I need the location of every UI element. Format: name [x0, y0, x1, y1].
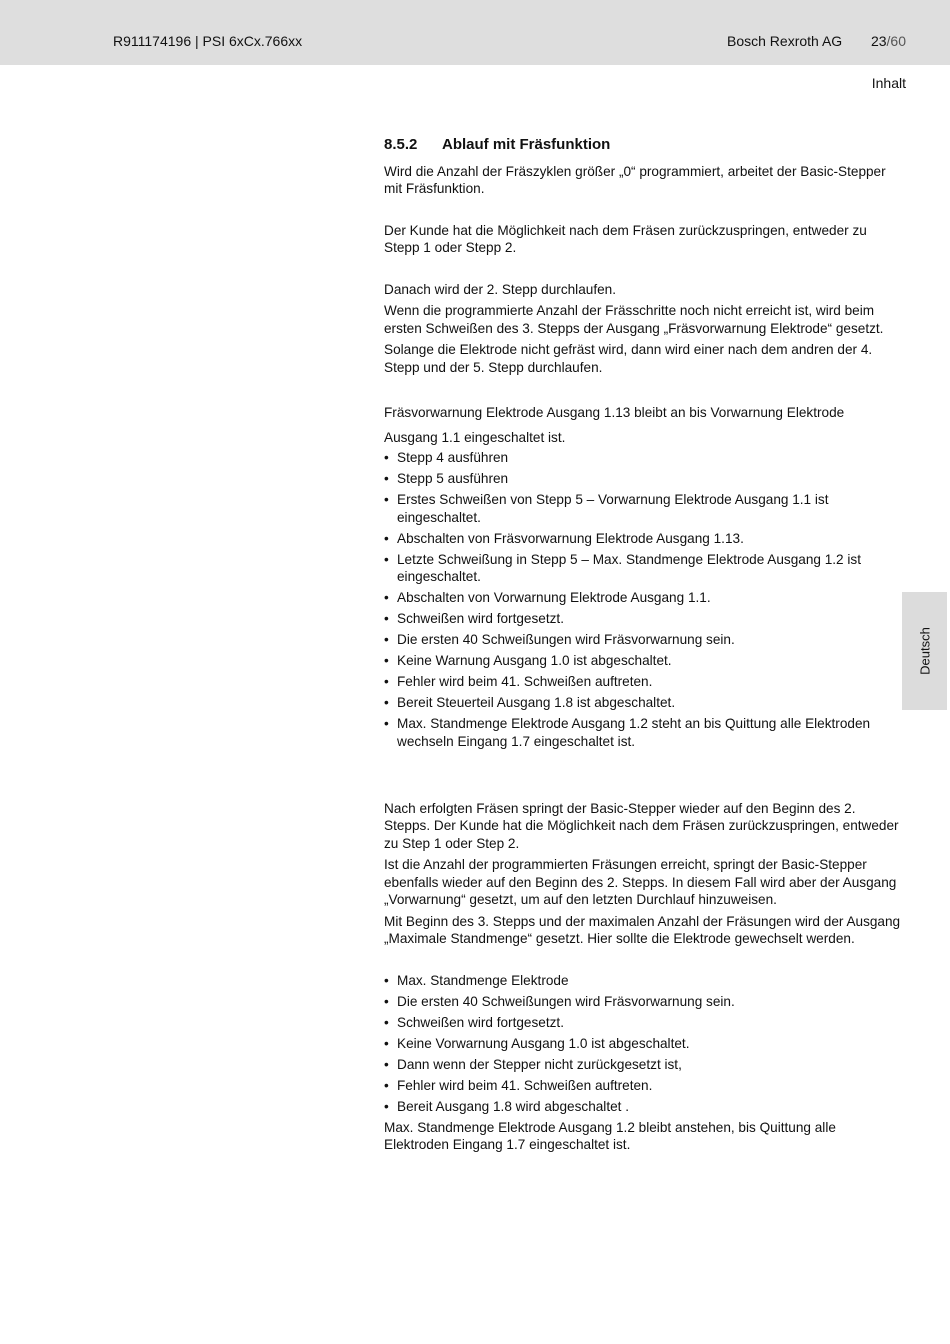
document-reference: R911174196 | PSI 6xCx.766xx: [113, 33, 303, 49]
list-item: • Die ersten 40 Schweißungen wird Fräsvorwarnung sein.: [384, 993, 904, 1011]
page-total: /60: [886, 33, 906, 49]
list-item: • Die ersten 40 Schweißungen wird Fräsvorwarnung sein.: [384, 631, 904, 649]
list-item: • Stepp 5 ausführen: [384, 470, 904, 488]
bullet-list-1: [384, 449, 904, 750]
paragraph: Wird die Anzahl der Fräszyklen größer „0“ programmiert, arbeitet der Basic-Stepper mit Fräsfunktion.: [384, 163, 886, 196]
list-item: • Max. Standmenge Elektrode: [384, 972, 904, 990]
list-item: • Bereit Ausgang 1.8 wird abgeschaltet .: [384, 1098, 904, 1116]
list-item: • Erstes Schweißen von Stepp 5 – Vorwarnung Elektrode Ausgang 1.1 ist eingeschaltet.: [384, 491, 904, 526]
paragraph: Der Kunde hat die Möglichkeit nach dem Fräsen zurückzuspringen, entweder zu Stepp 1 oder Stepp 2.: [384, 222, 867, 255]
paragraph: Ausgang 1.1 eingeschaltet ist.: [384, 429, 566, 445]
list-item: • Abschalten von Fräsvorwarnung Elektrode Ausgang 1.13.: [384, 530, 904, 548]
page-header: [0, 0, 950, 65]
list-item: • Fehler wird beim 41. Schweißen auftreten.: [384, 1077, 904, 1095]
bullet-list-2: [384, 972, 904, 1116]
company-name: Bosch Rexroth AG: [727, 33, 843, 49]
list-item: • Dann wenn der Stepper nicht zurückgesetzt ist,: [384, 1056, 904, 1074]
paragraph: Fräsvorwarnung Elektrode Ausgang 1.13 bleibt an bis Vorwarnung Elektrode: [384, 405, 845, 420]
paragraph: Wenn die programmierte Anzahl der Frässchritte noch nicht erreicht ist, wird beim ersten Schweißen des 3. Stepps der Ausgang „Fräsvorwarnung Elektrode“ gesetzt.: [384, 303, 884, 336]
list-item: • Letzte Schweißung in Stepp 5 – Max. Standmenge Elektrode Ausgang 1.2 ist eingeschaltet.: [384, 551, 904, 586]
paragraph: Solange die Elektrode nicht gefräst wird, dann wird einer nach dem andren der 4. Stepp und der 5. Stepp durchlaufen.: [384, 342, 873, 375]
list-item: • Stepp 4 ausführen: [384, 449, 904, 467]
list-item: • Bereit Steuerteil Ausgang 1.8 ist abgeschaltet.: [384, 694, 904, 712]
list-item: • Abschalten von Vorwarnung Elektrode Ausgang 1.1.: [384, 589, 904, 607]
paragraph: Nach erfolgten Fräsen springt der Basic-Stepper wieder auf den Beginn des 2. Stepps. Der Kunde hat die Möglichkeit nach dem Fräsen zurückzuspringen, entweder zu Step 1 oder Step 2.: [384, 800, 899, 851]
list-item: • Schweißen wird fortgesetzt.: [384, 1014, 904, 1032]
section-number: 8.5.2: [384, 136, 418, 153]
list-item: • Max. Standmenge Elektrode Ausgang 1.2 steht an bis Quittung alle Elektroden wechseln Eingang 1.7 eingeschaltet ist.: [384, 715, 904, 750]
paragraph: Danach wird der 2. Stepp durchlaufen.: [384, 281, 616, 297]
list-item: • Keine Vorwarnung Ausgang 1.0 ist abgeschaltet.: [384, 1035, 904, 1053]
paragraph: Ist die Anzahl der programmierten Fräsungen erreicht, springt der Basic-Stepper ebenfalls wieder auf den Beginn des 2. Stepps. In diesem Fall wird aber der Ausgang „Vorwarnung“ gesetzt, um auf den letzten Durchlauf hinzuweisen.: [384, 857, 897, 907]
list-item: • Schweißen wird fortgesetzt.: [384, 610, 904, 628]
page-current: 23: [870, 33, 887, 49]
main-content: [384, 136, 904, 1154]
language-tab: [902, 592, 947, 710]
list-item: • Fehler wird beim 41. Schweißen auftreten.: [384, 673, 904, 691]
paragraph: Max. Standmenge Elektrode Ausgang 1.2 bleibt anstehen, bis Quittung alle Elektroden Eingang 1.7 eingeschaltet ist.: [384, 1119, 836, 1152]
section-label: Inhalt: [871, 75, 906, 91]
paragraph: Mit Beginn des 3. Stepps und der maximalen Anzahl der Fräsungen wird der Ausgang „Maximale Standmenge“ gesetzt. Hier sollte die Elektrode gewechselt werden.: [384, 913, 901, 946]
page-number: [871, 33, 906, 49]
section-heading: [384, 136, 904, 154]
language-tab-label: Deutsch: [917, 627, 932, 675]
list-item: • Keine Warnung Ausgang 1.0 ist abgeschaltet.: [384, 652, 904, 670]
section-title: Ablauf mit Fräsfunktion: [442, 136, 611, 153]
